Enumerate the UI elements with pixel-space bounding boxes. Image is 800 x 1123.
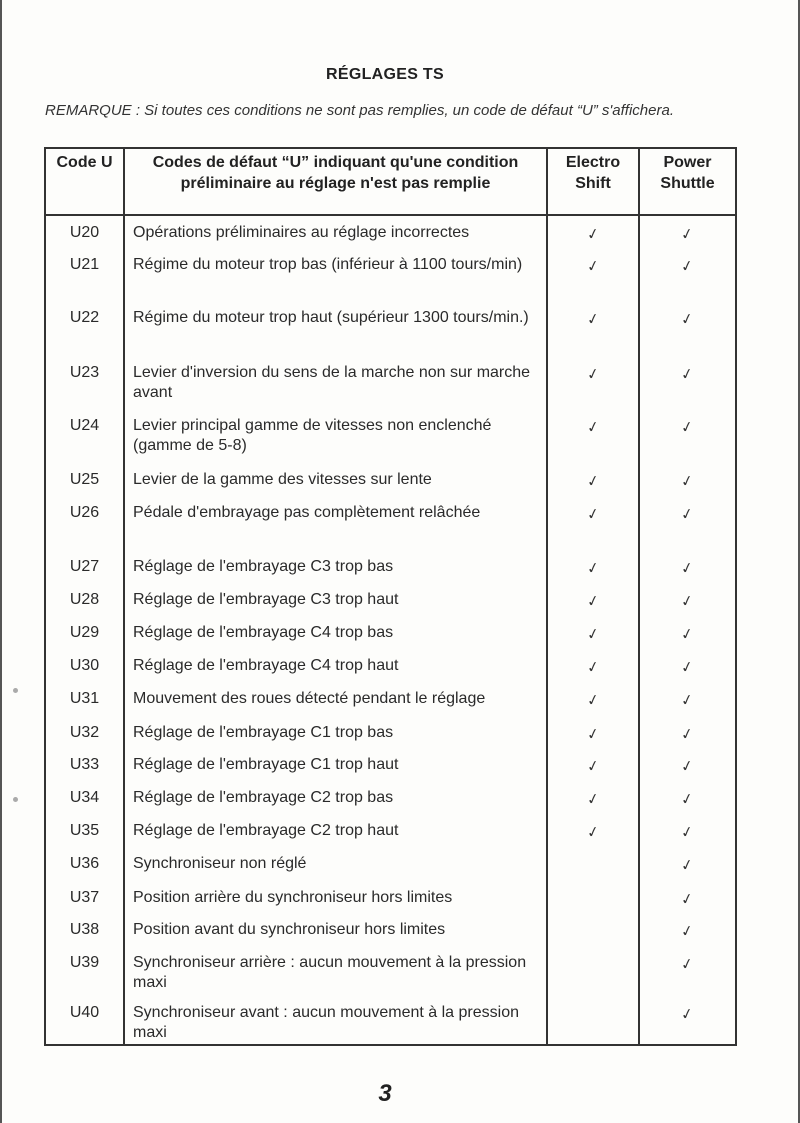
fault-code-cell: U26 [45,497,124,551]
electro-shift-cell [547,215,639,248]
checkmark-icon: ✓ [679,224,696,245]
electro-shift-cell [547,947,639,998]
electro-shift-cell [547,749,639,782]
table-row [45,815,736,848]
power-shuttle-cell [639,215,736,248]
checkmark-icon: ✓ [679,1004,696,1025]
checkmark-icon: ✓ [584,624,601,645]
checkmark-icon: ✓ [679,558,696,579]
power-shuttle-cell [639,683,736,716]
power-shuttle-cell [639,650,736,683]
fault-description-cell: Réglage de l'embrayage C3 trop haut [124,584,547,617]
fault-description-cell: Synchroniseur arrière : aucun mouvement à la pression maxi [124,947,547,998]
electro-shift-cell [547,551,639,584]
fault-description-cell: Réglage de l'embrayage C1 trop bas [124,716,547,749]
fault-description-cell: Régime du moteur trop bas (inférieur à 1100 tours/min) [124,248,547,302]
power-shuttle-cell [639,998,736,1045]
table-body [45,215,736,1045]
checkmark-icon: ✓ [584,471,601,492]
fault-code-cell: U33 [45,749,124,782]
fault-description-cell: Position arrière du synchroniseur hors limites [124,881,547,914]
header-description: Codes de défaut “U” indiquant qu'une condition préliminaire au réglage n'est pas remplie [124,148,547,215]
fault-description-cell: Levier d'inversion du sens de la marche non sur marche avant [124,356,547,410]
table-row [45,464,736,497]
electro-shift-cell [547,356,639,410]
table-row [45,782,736,815]
page-title: RÉGLAGES TS [326,66,444,83]
header-electro-shift: Electro Shift [547,148,639,215]
electro-shift-cell [547,848,639,881]
table-row [45,410,736,464]
checkmark-icon: ✓ [584,789,601,810]
fault-code-cell: U40 [45,998,124,1045]
power-shuttle-cell [639,584,736,617]
electro-shift-cell [547,782,639,815]
power-shuttle-cell [639,749,736,782]
electro-shift-cell [547,914,639,947]
table-row [45,248,736,302]
fault-code-cell: U28 [45,584,124,617]
electro-shift-cell [547,617,639,650]
fault-description-cell: Levier de la gamme des vitesses sur lente [124,464,547,497]
checkmark-icon: ✓ [679,954,696,975]
checkmark-icon: ✓ [679,921,696,942]
power-shuttle-cell [639,782,736,815]
electro-shift-cell [547,584,639,617]
checkmark-icon: ✓ [584,417,601,438]
electro-shift-cell [547,650,639,683]
checkmark-icon: ✓ [584,822,601,843]
power-shuttle-cell [639,947,736,998]
checkmark-icon: ✓ [584,504,601,525]
fault-description-cell: Opérations préliminaires au réglage incorrectes [124,215,547,248]
checkmark-icon: ✓ [679,624,696,645]
fault-code-cell: U25 [45,464,124,497]
fault-code-cell: U37 [45,881,124,914]
fault-code-table [44,147,737,1046]
checkmark-icon: ✓ [584,657,601,678]
electro-shift-cell [547,464,639,497]
fault-code-cell: U29 [45,617,124,650]
table-row [45,551,736,584]
checkmark-icon: ✓ [679,471,696,492]
electro-shift-cell [547,815,639,848]
fault-description-cell: Position avant du synchroniseur hors limites [124,914,547,947]
fault-code-cell: U20 [45,215,124,248]
header-power-shuttle: Power Shuttle [639,148,736,215]
electro-shift-cell [547,497,639,551]
fault-code-cell: U30 [45,650,124,683]
header-code: Code U [45,148,124,215]
power-shuttle-cell [639,497,736,551]
table-row [45,914,736,947]
fault-description-cell: Réglage de l'embrayage C4 trop bas [124,617,547,650]
checkmark-icon: ✓ [584,558,601,579]
checkmark-icon: ✓ [584,690,601,711]
power-shuttle-cell [639,248,736,302]
checkmark-icon: ✓ [584,591,601,612]
electro-shift-cell [547,716,639,749]
fault-description-cell: Mouvement des roues détecté pendant le réglage [124,683,547,716]
fault-code-cell: U21 [45,248,124,302]
fault-description-cell: Synchroniseur non réglé [124,848,547,881]
power-shuttle-cell [639,914,736,947]
scan-speck [13,688,18,693]
table-row [45,302,736,356]
checkmark-icon: ✓ [679,822,696,843]
fault-description-cell: Réglage de l'embrayage C1 trop haut [124,749,547,782]
checkmark-icon: ✓ [679,417,696,438]
table-header-row [45,148,736,215]
checkmark-icon: ✓ [584,364,601,385]
electro-shift-cell [547,683,639,716]
fault-description-cell: Réglage de l'embrayage C2 trop haut [124,815,547,848]
fault-description-cell: Régime du moteur trop haut (supérieur 1300 tours/min.) [124,302,547,356]
checkmark-icon: ✓ [584,756,601,777]
checkmark-icon: ✓ [679,309,696,330]
power-shuttle-cell [639,356,736,410]
checkmark-icon: ✓ [679,855,696,876]
electro-shift-cell [547,998,639,1045]
electro-shift-cell [547,248,639,302]
remark-note: REMARQUE : Si toutes ces conditions ne sont pas remplies, un code de défaut “U” s'affichera. [45,102,674,119]
electro-shift-cell [547,302,639,356]
table-row [45,881,736,914]
checkmark-icon: ✓ [679,756,696,777]
fault-description-cell: Synchroniseur avant : aucun mouvement à la pression maxi [124,998,547,1045]
fault-code-cell: U23 [45,356,124,410]
scan-speck [13,797,18,802]
table-row [45,749,736,782]
checkmark-icon: ✓ [679,591,696,612]
table-row [45,497,736,551]
checkmark-icon: ✓ [679,657,696,678]
checkmark-icon: ✓ [679,364,696,385]
table-row [45,998,736,1045]
fault-description-cell: Pédale d'embrayage pas complètement relâchée [124,497,547,551]
checkmark-icon: ✓ [584,224,601,245]
fault-description-cell: Réglage de l'embrayage C2 trop bas [124,782,547,815]
fault-code-cell: U35 [45,815,124,848]
power-shuttle-cell [639,815,736,848]
table-row [45,215,736,248]
table-row [45,947,736,998]
electro-shift-cell [547,881,639,914]
fault-code-cell: U36 [45,848,124,881]
fault-code-cell: U27 [45,551,124,584]
power-shuttle-cell [639,302,736,356]
checkmark-icon: ✓ [679,256,696,277]
checkmark-icon: ✓ [584,256,601,277]
fault-code-cell: U22 [45,302,124,356]
checkmark-icon: ✓ [679,889,696,910]
fault-description-cell: Réglage de l'embrayage C4 trop haut [124,650,547,683]
fault-code-cell: U38 [45,914,124,947]
checkmark-icon: ✓ [584,309,601,330]
checkmark-icon: ✓ [679,504,696,525]
fault-code-cell: U34 [45,782,124,815]
table-row [45,617,736,650]
power-shuttle-cell [639,617,736,650]
power-shuttle-cell [639,716,736,749]
table-row [45,356,736,410]
power-shuttle-cell [639,848,736,881]
checkmark-icon: ✓ [679,724,696,745]
checkmark-icon: ✓ [679,789,696,810]
table-row [45,848,736,881]
fault-code-cell: U24 [45,410,124,464]
table-row [45,716,736,749]
fault-description-cell: Levier principal gamme de vitesses non enclenché (gamme de 5-8) [124,410,547,464]
fault-code-cell: U39 [45,947,124,998]
checkmark-icon: ✓ [679,690,696,711]
fault-code-cell: U31 [45,683,124,716]
table-row [45,650,736,683]
fault-code-cell: U32 [45,716,124,749]
electro-shift-cell [547,410,639,464]
power-shuttle-cell [639,551,736,584]
power-shuttle-cell [639,464,736,497]
page-number: 3 [378,1080,392,1107]
table-row [45,584,736,617]
fault-description-cell: Réglage de l'embrayage C3 trop bas [124,551,547,584]
table-row [45,683,736,716]
page-edge-left [0,0,2,1123]
power-shuttle-cell [639,410,736,464]
checkmark-icon: ✓ [584,724,601,745]
power-shuttle-cell [639,881,736,914]
